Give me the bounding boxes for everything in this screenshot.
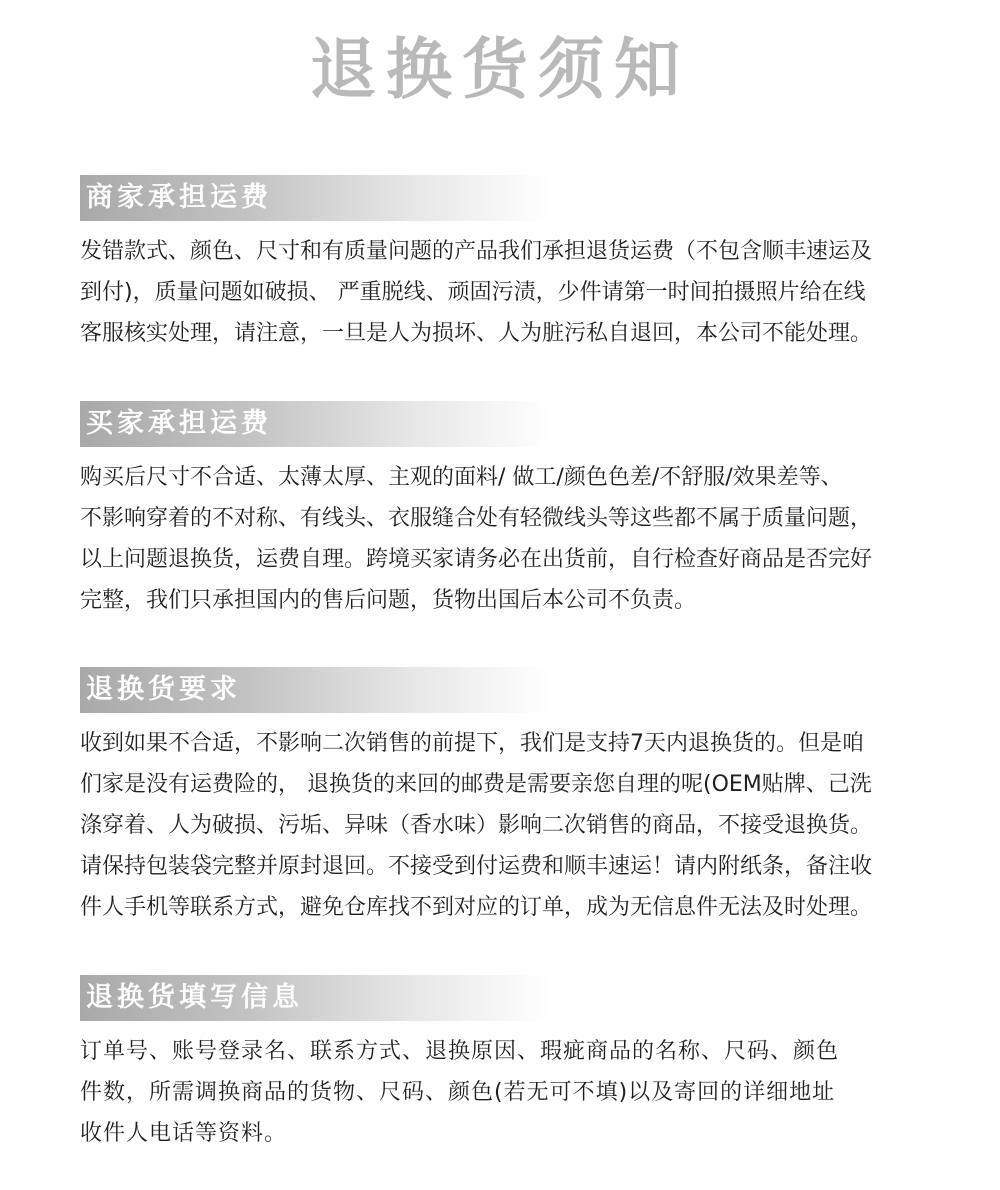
section-merchant-shipping	[80, 175, 930, 354]
section-body	[80, 1031, 930, 1154]
body-line: 件数，所需调换商品的货物、尺码、颜色(若无可不填)以及寄回的详细地址	[80, 1080, 836, 1105]
section-body	[80, 457, 930, 621]
body-line: 完整，我们只承担国内的售后问题，货物出国后本公司不负责。	[80, 588, 697, 613]
section-header	[80, 175, 550, 221]
section-title: 退换货填写信息	[86, 982, 303, 1013]
section-title: 退换货要求	[86, 674, 241, 705]
section-body	[80, 231, 930, 354]
body-line: 收件人电话等资料。	[80, 1121, 288, 1146]
body-line: 涤穿着、人为破损、污垢、异味（香水味）影响二次销售的商品，不接受退换货。	[80, 813, 873, 838]
section-return-info	[80, 975, 930, 1154]
section-header	[80, 401, 550, 447]
body-line: 请保持包装袋完整并原封退回。不接受到付运费和顺丰速运！请内附纸条，备注收	[80, 854, 873, 879]
body-line: 们家是没有运费险的， 退换货的来回的邮费是需要亲您自理的呢(OEM贴牌、己洗	[80, 772, 872, 797]
body-line: 订单号、账号登录名、联系方式、退换原因、瑕疵商品的名称、尺码、颜色	[80, 1039, 840, 1064]
body-line: 购买后尺寸不合适、太薄太厚、主观的面料/ 做工/颜色色差/不舒服/效果差等、	[80, 465, 843, 490]
body-line: 收到如果不合适，不影响二次销售的前提下，我们是支持7天内退换货的。但是咱	[80, 731, 864, 756]
body-line: 客服核实处理，请注意，一旦是人为损坏、人为脏污私自退回，本公司不能处理。	[80, 321, 873, 346]
body-line: 不影响穿着的不对称、有线头、衣服缝合处有轻微线头等这些都不属于质量问题，	[80, 506, 873, 531]
section-title: 商家承担运费	[86, 182, 272, 213]
section-title: 买家承担运费	[86, 408, 272, 439]
body-line: 发错款式、颜色、尺寸和有质量问题的产品我们承担退货运费（不包含顺丰速运及	[80, 239, 873, 264]
body-line: 件人手机等联系方式，避免仓库找不到对应的订单，成为无信息件无法及时处理。	[80, 895, 873, 920]
body-line: 到付)，质量问题如破损、 严重脱线、顽固污渍，少件请第一时间拍摄照片给在线	[80, 280, 866, 305]
section-body	[80, 723, 930, 928]
section-return-requirements	[80, 667, 930, 928]
page-title: 退换货须知	[310, 31, 690, 108]
section-buyer-shipping	[80, 401, 930, 621]
body-line: 以上问题退换货，运费自理。跨境买家请务必在出货前，自行检查好商品是否完好	[80, 547, 873, 572]
section-header	[80, 975, 550, 1021]
section-header	[80, 667, 550, 713]
